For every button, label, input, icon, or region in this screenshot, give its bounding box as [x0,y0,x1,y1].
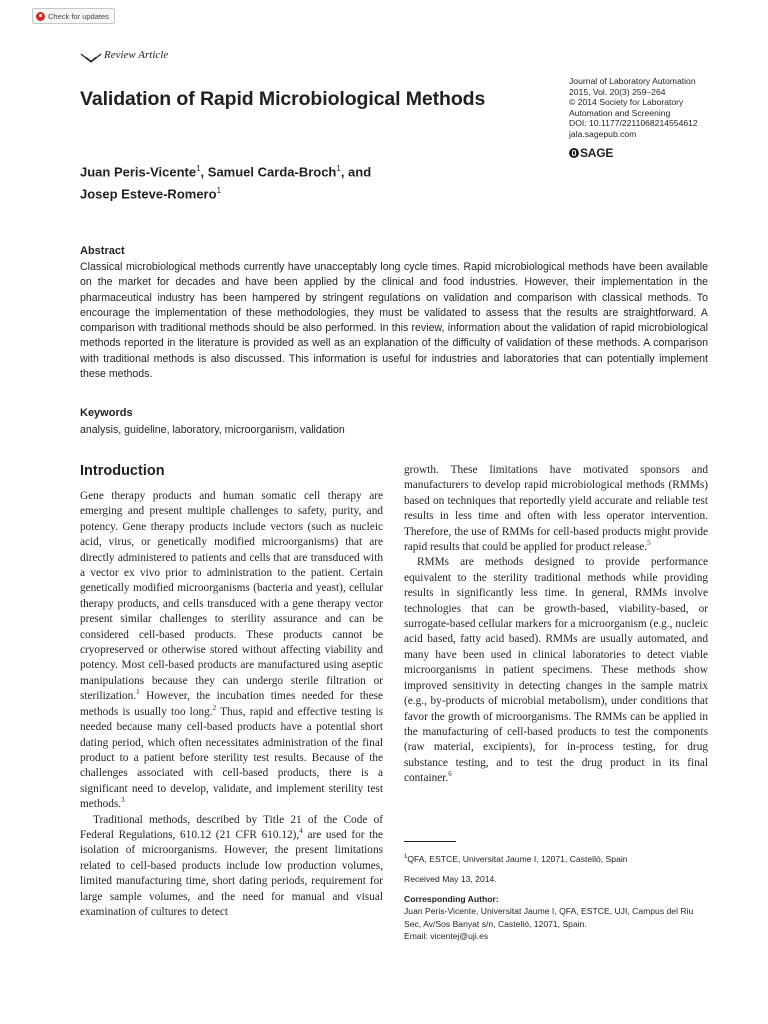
author-separator: , and [340,164,372,180]
abstract-heading: Abstract [80,245,125,257]
author-line-2 [80,181,371,203]
body-text: Traditional methods, described by Title 21 of the Code of Federal Regulations, 610.12 (21 CFR 610.12), [80,813,383,841]
crossmark-icon [36,12,45,21]
body-paragraph-continued [404,463,708,555]
check-for-updates-badge[interactable] [32,8,115,24]
citation-ref[interactable]: 5 [647,539,651,548]
citation-ref[interactable]: 4 [299,827,303,836]
author-name: Samuel Carda-Broch [207,164,337,180]
journal-doi[interactable]: DOI: 10.1177/2211068214554612 [569,118,698,128]
body-paragraph [404,555,708,786]
keywords-heading: Keywords [80,407,133,419]
body-paragraph [80,813,383,921]
journal-url[interactable]: jala.sagepub.com [569,128,637,139]
author-separator: , [200,164,208,180]
corresponding-author-address: Juan Peris-Vicente, Universitat Jaume I, QFA, ESTCE, UJI, Campus del Riu Sec, Av/Sos Banyat s/n, Castelló, 12071, Spain. [404,906,694,929]
affiliation-footnote [404,851,708,865]
citation-ref[interactable]: 3 [121,796,125,805]
journal-copyright-cont: Automation and Screening [569,107,671,118]
body-text: Gene therapy products and human somatic cell therapy are emerging and present multiple challenges to safety, purity, and potency. Gene therapy products include vectors (such as nucleic acid, virus, or genetically modified microorganisms) that are directly administered to patients and cells that are transduced with a vector ex vivo prior to administration to the patient. Certain genetically modified microorganisms (bacteria and yeast), cellular therapy products, and cells transduced with a gene therapy vector present similar challenges to sterility assurance and can be considered cell-based products. These products cannot be cryopreserved or otherwise stored without affecting viability and potency. Most cell-based products are manufactured using aseptic manipulations because they can undergo sterile filtration or sterilization. [80,490,383,703]
journal-copyright: © 2014 Society for Laboratory [569,97,684,107]
body-text: are used for the isolation of microorganisms. However, the present limitations related to cell-based products include low production volumes, limited manufacturing time, short dating periods, requirement for large sample volumes, and the need for manual and visual examination of cultures to detect [80,828,383,918]
corresponding-author-email[interactable]: Email: vicentej@uji.es [404,930,489,941]
body-text: However, the incubation times needed for these methods is usually too long. [80,690,383,718]
citation-ref[interactable]: 1 [136,688,140,697]
affiliation-marker: 1 [216,186,222,196]
publisher-name: SAGE [580,146,614,160]
body-text: Thus, rapid and effective testing is needed because many cell-based products have a potential short dating period, which often necessitates administration of the final product to a patient before sterility test results. Because of the challenges associated with cell-based products, there is a significant need to develop, validate, and implement sterility test methods. [80,705,383,811]
affiliation-marker: 1 [336,164,341,173]
body-column-right [404,463,708,787]
author-list [80,159,371,204]
author-line-1 [80,159,371,181]
sage-logo [569,146,613,160]
citation-ref[interactable]: 2 [212,703,217,712]
abstract-text: Classical microbiological methods currently have unacceptably long cycle times. Rapid microbiological methods have been available on the market for decades and have been applied by the clinical and food industries. However, their implementation in the pharmaceutical industry has been hampered by stringent regulations on validation and comparison with classical methods. To encourage the implementation of these methodologies, they must be validated to assess that the results are straightforward. A comparison with traditional methods should be also performed. In this review, information about the validation of rapid microbiological methods reported in the literature is provided as well as an explanation of the difficulty of validation of these methods. A comparison with traditional methods is also discussed. This information is useful for industries and laboratories that can potentially implement these methods. [80,261,708,381]
received-date: Received May 13, 2014. [404,874,497,885]
article-type: Review Article [104,49,169,61]
paper-title: Validation of Rapid Microbiological Methods [80,88,486,110]
footnote-rule [404,841,456,842]
corresponding-author-heading: Corresponding Author: [404,894,499,905]
journal-volume: 2015, Vol. 20(3) 259–264 [569,86,666,97]
affiliation-text: QFA, ESTCE, Universitat Jaume I, 12071, Castelló, Spain [407,853,628,864]
body-column-left [80,489,383,921]
citation-ref[interactable]: 6 [448,770,452,779]
introduction-heading: Introduction [80,463,165,479]
body-text: growth. These limitations have motivated sponsors and manufacturers to develop rapid microbiological methods (RMMs) based on techniques that reportedly yield accurate and reliable test results in less time and often with less operator intervention. Therefore, the use of RMMs for cell-based products might provide rapid results that could be applied for product release. [404,464,708,554]
keywords-text: analysis, guideline, laboratory, microorganism, validation [80,424,345,436]
journal-info [569,76,739,139]
sage-logo-icon [569,148,579,158]
author-name: Juan Peris-Vicente [80,164,197,180]
footnotes [404,851,708,942]
journal-name: Journal of Laboratory Automation [569,76,696,86]
affiliation-marker: 1 [196,164,201,173]
author-name: Josep Esteve-Romero [80,186,217,202]
affiliation-marker: 1 [404,854,408,860]
review-article-ornament-icon [80,52,102,64]
body-text: RMMs are methods designed to provide performance equivalent to the sterility traditional methods while providing results in significantly less time. In general, RMMs involve technologies that can be growth-based, viability-based, or surrogate-based cellular markers for a microorganism (e.g., nucleic acid based, fatty acid based). RMMs are usually automated, and many have been used in clinical laboratories to detect viable microorganisms in patient specimens. These methods show improved sensitivity in detecting changes in the sample matrix (e.g., by-products of microbial metabolism), under conditions that favor the growth of microorganisms. The RMMs can be applied in the manufacturing of cell-based products to test the components (raw material, excipients), for in-process testing, for drug substance testing, and to test the drug product in its final container. [404,556,708,785]
check-for-updates-label: Check for updates [48,11,109,21]
body-paragraph [80,489,383,813]
